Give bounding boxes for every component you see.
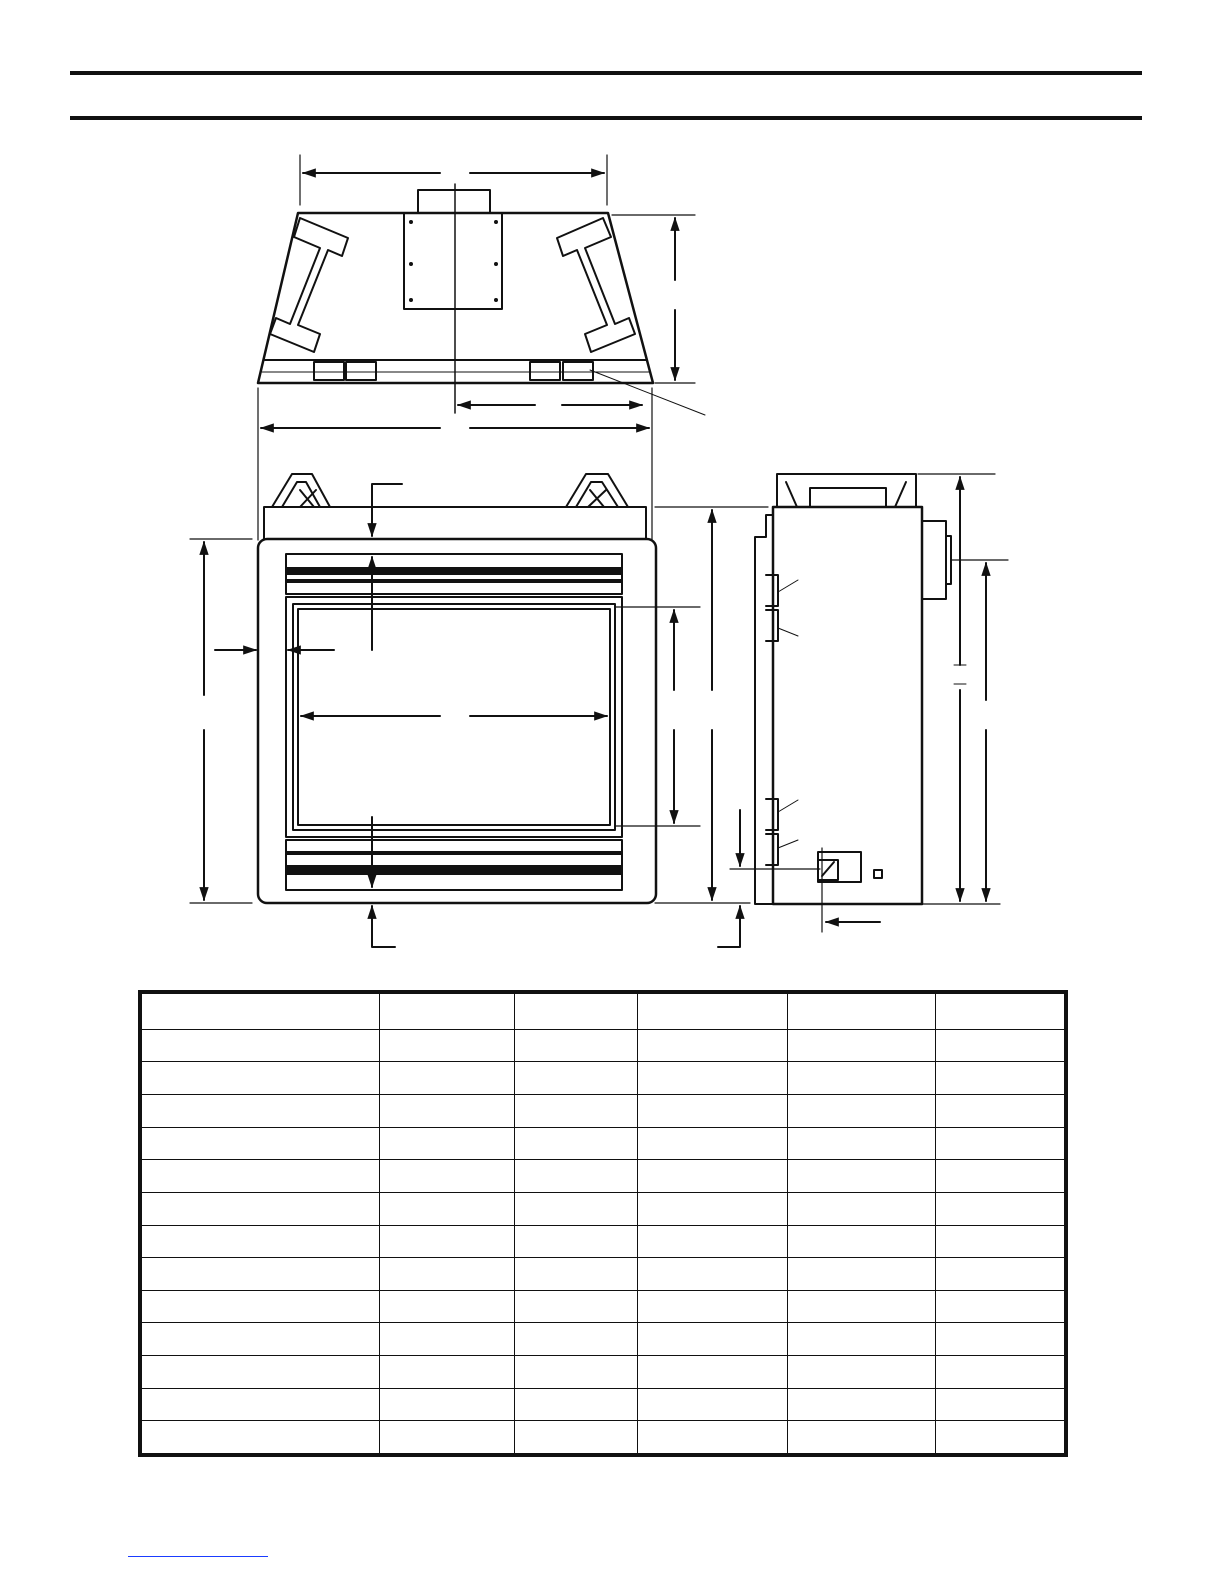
table-cell bbox=[379, 1062, 515, 1095]
table-cell bbox=[788, 1127, 936, 1160]
table-row bbox=[140, 1290, 1066, 1323]
table-cell bbox=[515, 1388, 638, 1421]
table-cell bbox=[140, 1160, 379, 1193]
table-cell bbox=[788, 1192, 936, 1225]
table-cell bbox=[379, 1388, 515, 1421]
table-cell bbox=[637, 1127, 788, 1160]
table-row bbox=[140, 1160, 1066, 1193]
header-rule-top bbox=[70, 71, 1142, 75]
table-cell bbox=[515, 1355, 638, 1388]
table-cell bbox=[379, 1290, 515, 1323]
table-cell bbox=[140, 1355, 379, 1388]
table-cell bbox=[379, 1421, 515, 1455]
dimensions-table bbox=[138, 990, 1068, 1457]
table-cell bbox=[637, 1062, 788, 1095]
table-cell bbox=[379, 1225, 515, 1258]
table-row bbox=[140, 1225, 1066, 1258]
table-cell bbox=[788, 1225, 936, 1258]
table-cell bbox=[935, 1095, 1066, 1128]
top-view bbox=[258, 155, 705, 540]
table-row bbox=[140, 1029, 1066, 1062]
table-cell bbox=[788, 1095, 936, 1128]
table-cell bbox=[515, 1127, 638, 1160]
table-cell bbox=[379, 1258, 515, 1291]
table-cell bbox=[140, 1127, 379, 1160]
table-row bbox=[140, 1062, 1066, 1095]
table-header-cell bbox=[788, 992, 936, 1029]
table-cell bbox=[788, 1388, 936, 1421]
table-cell bbox=[379, 1160, 515, 1193]
header-rule-bottom bbox=[70, 116, 1142, 120]
table-header-cell bbox=[379, 992, 515, 1029]
table-cell bbox=[637, 1323, 788, 1356]
table-row bbox=[140, 1355, 1066, 1388]
table-cell bbox=[515, 1323, 638, 1356]
table-cell bbox=[515, 1029, 638, 1062]
table-cell bbox=[935, 1127, 1066, 1160]
table-cell bbox=[515, 1290, 638, 1323]
side-view bbox=[755, 474, 1008, 932]
table-cell bbox=[788, 1258, 936, 1291]
table-cell bbox=[379, 1192, 515, 1225]
table-cell bbox=[515, 1421, 638, 1455]
table-cell bbox=[140, 1225, 379, 1258]
table-cell bbox=[140, 1290, 379, 1323]
table-cell bbox=[140, 1095, 379, 1128]
table-cell bbox=[140, 1192, 379, 1225]
table-cell bbox=[637, 1388, 788, 1421]
table-cell bbox=[515, 1095, 638, 1128]
table-header-row bbox=[140, 992, 1066, 1029]
footer-link[interactable] bbox=[128, 1556, 268, 1557]
table-cell bbox=[637, 1355, 788, 1388]
table-row bbox=[140, 1127, 1066, 1160]
table-cell bbox=[140, 1062, 379, 1095]
table-row bbox=[140, 1258, 1066, 1291]
table-header-cell bbox=[637, 992, 788, 1029]
table-row bbox=[140, 1323, 1066, 1356]
table-cell bbox=[935, 1029, 1066, 1062]
table-cell bbox=[637, 1290, 788, 1323]
table-cell bbox=[637, 1160, 788, 1193]
table-row bbox=[140, 1388, 1066, 1421]
table-cell bbox=[515, 1192, 638, 1225]
table-cell bbox=[637, 1192, 788, 1225]
table-cell bbox=[935, 1355, 1066, 1388]
table-row bbox=[140, 1192, 1066, 1225]
table-cell bbox=[379, 1323, 515, 1356]
table-cell bbox=[935, 1225, 1066, 1258]
table-cell bbox=[935, 1323, 1066, 1356]
table-cell bbox=[788, 1355, 936, 1388]
table-cell bbox=[515, 1062, 638, 1095]
table-cell bbox=[515, 1258, 638, 1291]
table-cell bbox=[788, 1421, 936, 1455]
table-cell bbox=[637, 1225, 788, 1258]
table-header-cell bbox=[140, 992, 379, 1029]
table-cell bbox=[515, 1225, 638, 1258]
table-cell bbox=[935, 1160, 1066, 1193]
table-cell bbox=[788, 1290, 936, 1323]
table-cell bbox=[788, 1062, 936, 1095]
table-cell bbox=[788, 1323, 936, 1356]
table-header-cell bbox=[515, 992, 638, 1029]
table-cell bbox=[140, 1421, 379, 1455]
table-cell bbox=[935, 1062, 1066, 1095]
table-cell bbox=[140, 1388, 379, 1421]
fireplace-dimension-drawing bbox=[0, 140, 1225, 960]
table-row bbox=[140, 1095, 1066, 1128]
table-cell bbox=[637, 1258, 788, 1291]
table-cell bbox=[515, 1160, 638, 1193]
table-cell bbox=[935, 1290, 1066, 1323]
table-cell bbox=[379, 1095, 515, 1128]
table-cell bbox=[379, 1127, 515, 1160]
table-cell bbox=[140, 1029, 379, 1062]
table-cell bbox=[379, 1029, 515, 1062]
table-cell bbox=[788, 1160, 936, 1193]
table-cell bbox=[379, 1355, 515, 1388]
table-cell bbox=[935, 1192, 1066, 1225]
table-cell bbox=[140, 1323, 379, 1356]
table-cell bbox=[935, 1421, 1066, 1455]
table-cell bbox=[935, 1388, 1066, 1421]
table-cell bbox=[637, 1421, 788, 1455]
table-header-cell bbox=[935, 992, 1066, 1029]
table-cell bbox=[935, 1258, 1066, 1291]
table-cell bbox=[637, 1095, 788, 1128]
table-row bbox=[140, 1421, 1066, 1455]
table-cell bbox=[637, 1029, 788, 1062]
front-view bbox=[190, 474, 820, 947]
table-cell bbox=[140, 1258, 379, 1291]
table-cell bbox=[788, 1029, 936, 1062]
